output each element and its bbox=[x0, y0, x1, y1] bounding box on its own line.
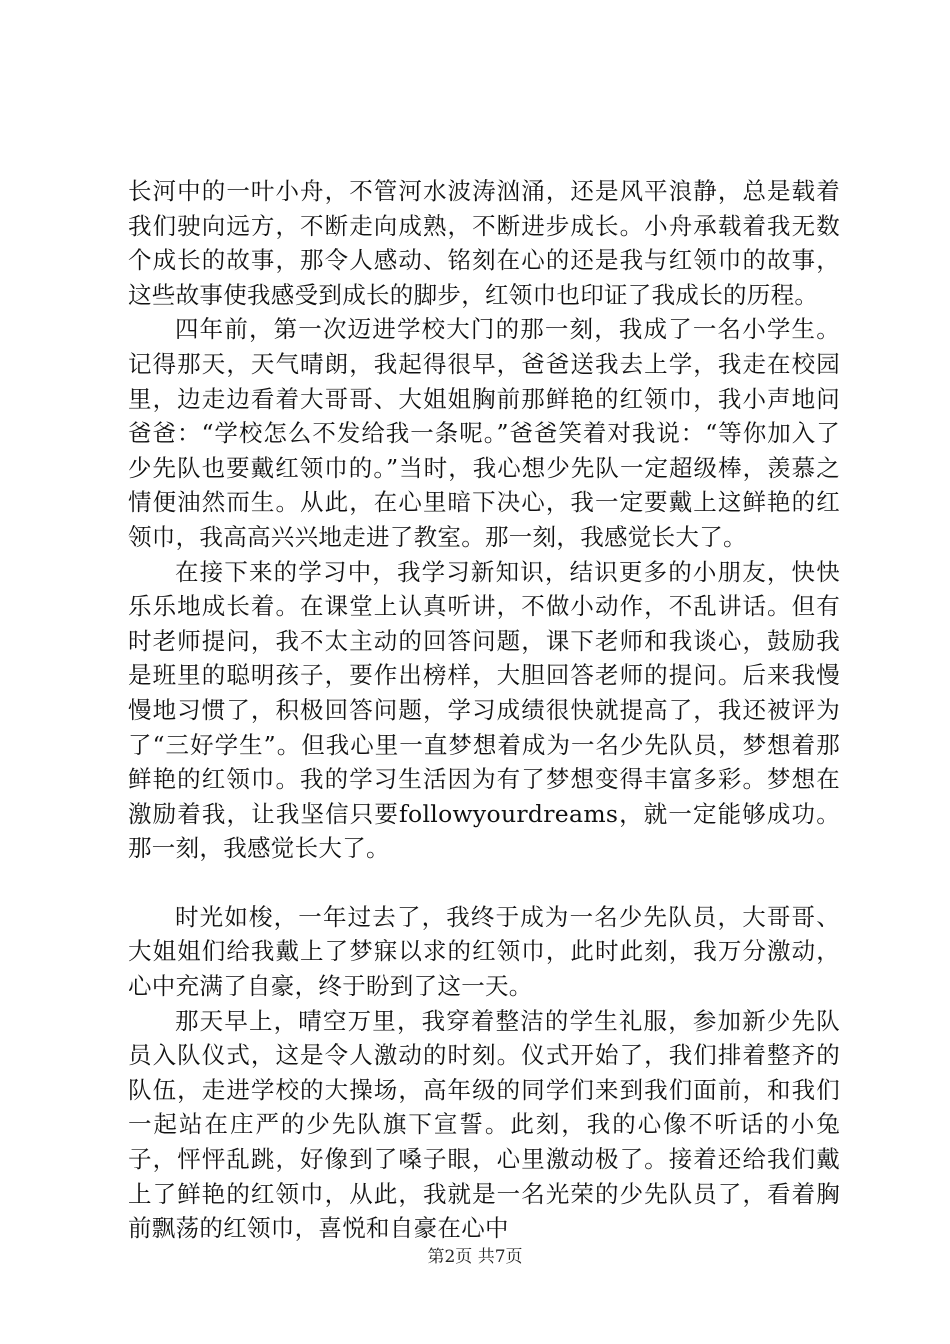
paragraph-continuation: 长河中的一叶小舟，不管河水波涛汹涌，还是风平浪静，总是载着我们驶向远方，不断走向成熟，不断进步成长。小舟承载着我无数个成长的故事，那令人感动、铭刻在心的还是我与红领巾的故事，这些故事使我感受到成长的脚步，红领巾也印证了我成长的历程。 bbox=[128, 177, 840, 309]
page-number-footer: 第2页 共7页 bbox=[427, 1247, 523, 1267]
paragraph-ceremony: 那天早上，晴空万里，我穿着整洁的学生礼服，参加新少先队员入队仪式，这是令人激动的时刻。仪式开始了，我们排着整齐的队伍，走进学校的大操场，高年级的同学们来到我们面前，和我们一起站在庄严的少先队旗下宣誓。此刻，我的心像不听话的小兔子，怦怦乱跳，好像到了嗓子眼，心里激动极了。接着还给我们戴上了鲜艳的红领巾，从此，我就是一名光荣的少先队员了，看着胸前飘荡的红领巾，喜悦和自豪在心中 bbox=[128, 1006, 840, 1243]
paragraph-learning: 在接下来的学习中，我学习新知识，结识更多的小朋友，快快乐乐地成长着。在课堂上认真听讲，不做小动作，不乱讲话。但有时老师提问，我不太主动的回答问题，课下老师和我谈心，鼓励我是班里的聪明孩子，要作出榜样，大胆回答老师的提问。后来我慢慢地习惯了，积极回答问题，学习成绩很快就提高了，我还被评为了“三好学生”。但我心里一直梦想着成为一名少先队员，梦想着那鲜艳的红领巾。我的学习生活因为有了梦想变得丰富多彩。梦想在激励着我，让我坚信只要followyourdreams，就一定能够成功。那一刻，我感觉长大了。 bbox=[128, 557, 840, 863]
document-body bbox=[128, 174, 840, 1246]
paragraph-four-years-ago: 四年前，第一次迈进学校大门的那一刻，我成了一名小学生。记得那天，天气晴朗，我起得很早，爸爸送我去上学，我走在校园里，边走边看着大哥哥、大姐姐胸前那鲜艳的红领巾，我小声地问爸爸：“学校怎么不发给我一条呢。”爸爸笑着对我说：“等你加入了少先队也要戴红领巾的。”当时，我心想少先队一定超级棒，羡慕之情便油然而生。从此，在心里暗下决心，我一定要戴上这鲜艳的红领巾，我高高兴兴地走进了教室。那一刻，我感觉长大了。 bbox=[128, 315, 840, 551]
paragraph-time-flies: 时光如梭，一年过去了，我终于成为一名少先队员，大哥哥、大姐姐们给我戴上了梦寐以求的红领巾，此时此刻，我万分激动，心中充满了自豪，终于盼到了这一天。 bbox=[128, 902, 840, 1001]
